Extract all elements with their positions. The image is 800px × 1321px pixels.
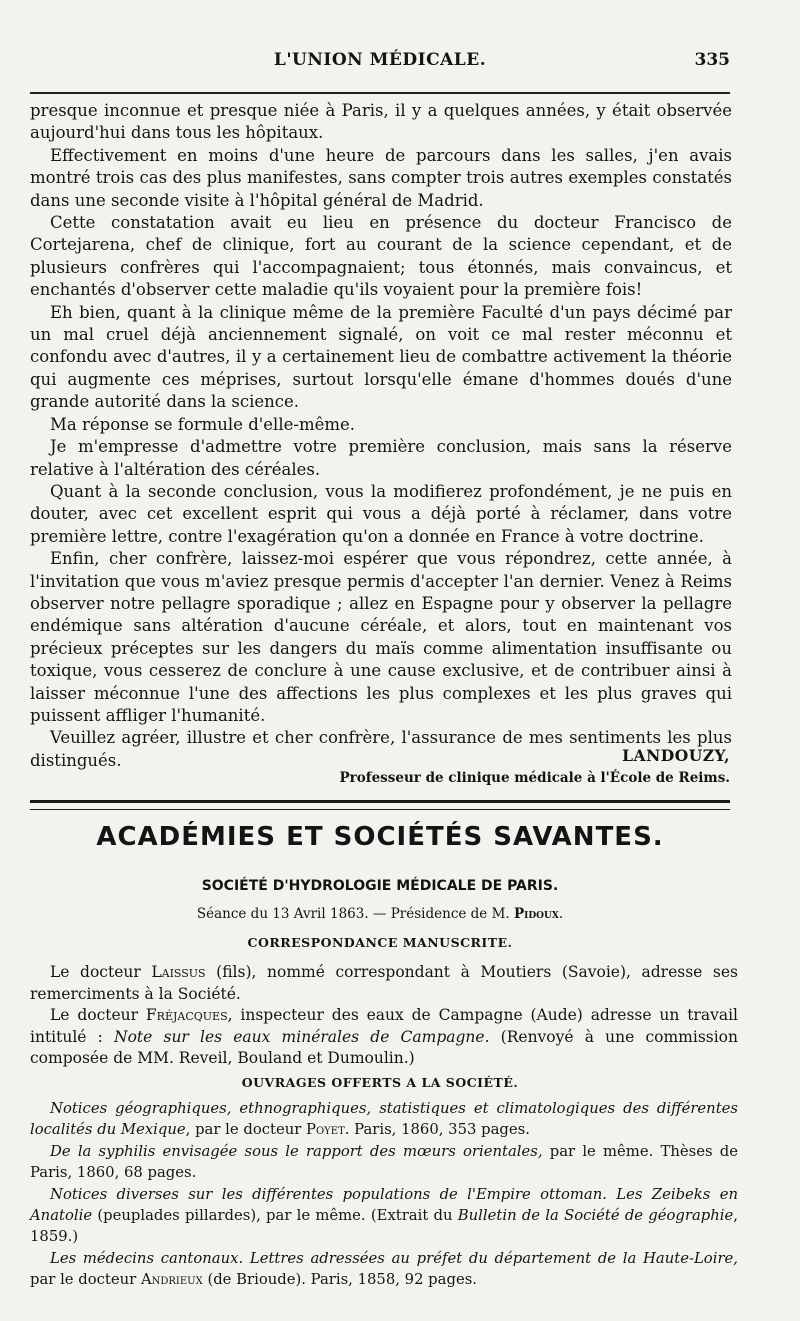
letter-signature	[30, 745, 730, 789]
works-list	[30, 1098, 738, 1291]
letter-paragraph: Je m'empresse d'admettre votre première conclusion, mais sans la réserve relative à l'altération des céréales.	[30, 437, 732, 479]
society-name: SOCIÉTÉ D'HYDROLOGIE MÉDICALE DE PARIS.	[201, 878, 559, 894]
work-title: Notices diverses sur les différentes populations de l'Empire ottoman. Les Zeibeks en Anatolie	[30, 1186, 738, 1224]
person-name: Laissus	[151, 963, 206, 981]
section-divider	[30, 800, 730, 810]
text-span: par le docteur	[30, 1271, 141, 1288]
work-title: De la syphilis envisagée sous le rapport des mœurs orientales,	[50, 1143, 543, 1160]
president-name: Pidoux	[513, 906, 559, 922]
correspondence-block	[30, 962, 738, 1070]
person-name: Poyet	[306, 1121, 345, 1138]
work-item	[30, 1184, 738, 1247]
letter-paragraph: Effectivement en moins d'une heure de parcours dans les salles, j'en avais montré trois cas des plus manifestes, sans compter trois autres exemples constatés dans une seconde visite à l'hôpital général de Madrid.	[30, 145, 732, 210]
letter-paragraph: Veuillez agréer, illustre et cher confrère, l'assurance de mes sentiments les plus distingués.	[30, 728, 732, 770]
correspondence-item	[30, 962, 738, 1005]
work-title: Les médecins cantonaux. Lettres adressées au préfet du département de la Haute-Loire,	[50, 1250, 738, 1267]
session-line	[30, 906, 730, 922]
person-name: Fréjacques	[145, 1006, 228, 1024]
letter-paragraph: Enfin, cher confrère, laissez-moi espérer que vous répondrez, cette année, à l'invitation que vous m'aviez presque permis d'accepter l'an dernier. Venez à Reims observer notre pellagre sporadique ; allez en Espagne pour y observer la pellagre endémique sans altération d'aucune céréale, et alors, tout en maintenant vos précieux préceptes sur les dangers du maïs comme alimentation insuffisante ou toxique, vous cesserez de conclure à une cause exclusive, et de contribuer ainsi à laisser méconnue l'une des affections les plus complexes et les plus graves qui puissent affliger l'humanité.	[30, 549, 732, 725]
letter-paragraph: Cette constatation avait eu lieu en présence du docteur Francisco de Cortejarena, chef de clinique, fort au courant de la science cependant, et de plusieurs confrères qui l'accompagnaient; tous étonnés, mais convaincus, et enchantés d'observer cette maladie qu'ils voyaient pour la première fois!	[30, 213, 732, 300]
running-title: L'UNION MÉDICALE.	[273, 50, 487, 70]
work-item	[30, 1141, 738, 1183]
text-span: (peuplades pillardes), par le même. (Extrait du	[92, 1207, 458, 1224]
letter-paragraph: Eh bien, quant à la clinique même de la première Faculté d'un pays décimé par un mal cruel déjà anciennement signalé, on voit ce mal rester méconnu et confondu avec d'autres, il y a certainement lieu de combattre activement la théorie qui augmente ces méprises, surtout lorsqu'elle émane d'hommes doués d'une grande autorité dans la science.	[30, 302, 732, 412]
text-span: Le docteur	[50, 1006, 146, 1024]
text-span: (fils), nommé correspondant à Moutiers (Savoie), adresse ses remerciments à la Société.	[30, 963, 738, 1003]
text-span: par le même. Thèses de Paris, 1860, 68 pages.	[30, 1143, 738, 1181]
page-header	[30, 50, 730, 78]
correspondence-item	[30, 1005, 738, 1070]
text-span: , inspecteur des eaux de Campagne (Aude) adresse un travail intitulé :	[30, 1006, 738, 1046]
text-span: Le docteur	[50, 963, 152, 981]
journal-title: Bulletin de la Société de géographie	[457, 1207, 734, 1224]
person-name: Andrieux	[140, 1271, 203, 1288]
works-heading: OUVRAGES OFFERTS A LA SOCIÉTÉ.	[241, 1075, 519, 1090]
section-title: ACADÉMIES ET SOCIÉTÉS SAVANTES.	[96, 822, 664, 852]
work-title: Notices géographiques, ethnographiques, statistiques et climatologiques des différentes localités du Mexique	[30, 1100, 738, 1138]
work-title: Note sur les eaux minérales de Campagne.	[114, 1027, 490, 1046]
letter-body	[30, 100, 732, 772]
session-date: Séance du 13 Avril 1863. — Présidence de M.	[196, 906, 514, 922]
text-span: , par le docteur	[185, 1121, 307, 1138]
letter-paragraph: Ma réponse se formule d'elle-même.	[50, 414, 356, 434]
session-end: .	[558, 906, 564, 922]
work-item	[30, 1248, 738, 1290]
header-rule	[30, 92, 730, 94]
work-item	[30, 1098, 738, 1140]
text-span: , 1859.)	[30, 1207, 738, 1245]
text-span: . Paris, 1860, 353 pages.	[344, 1121, 530, 1138]
page-number: 335	[694, 50, 730, 70]
text-span: (Renvoyé à une commission composée de MM. Reveil, Bouland et Dumoulin.)	[30, 1027, 738, 1067]
text-span: (de Brioude). Paris, 1858, 92 pages.	[202, 1271, 478, 1288]
letter-paragraph: presque inconnue et presque niée à Paris, il y a quelques années, y était observée aujourd'hui dans tous les hôpitaux.	[30, 101, 732, 143]
signature-name: LANDOUZY,	[622, 746, 730, 765]
signature-title: Professeur de clinique médicale à l'École de Reims.	[339, 770, 730, 786]
correspondence-heading: CORRESPONDANCE MANUSCRITE.	[247, 935, 513, 950]
letter-paragraph: Quant à la seconde conclusion, vous la modifierez profondément, je ne puis en douter, avec cet excellent esprit qui vous a déjà porté à réclamer, dans votre première lettre, contre l'exagération qu'on a donnée en France à votre doctrine.	[30, 481, 732, 546]
